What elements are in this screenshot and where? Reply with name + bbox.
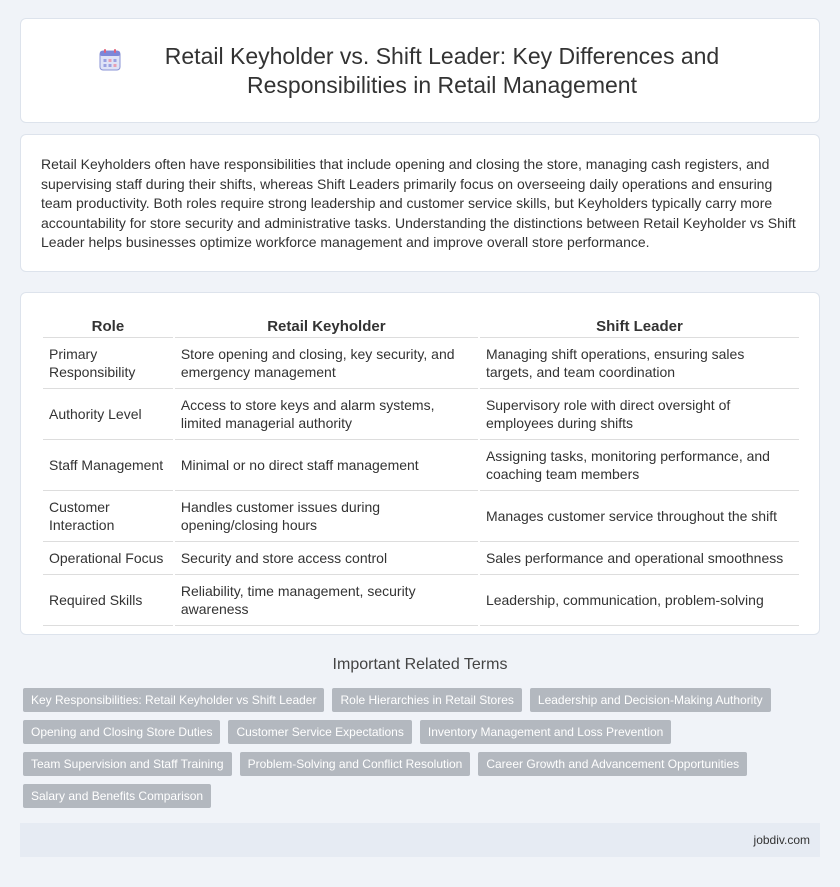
related-terms-title: Important Related Terms [332, 656, 508, 673]
cell-shift-leader: Supervisory role with direct oversight of employees during shifts [480, 389, 799, 440]
table-row [43, 440, 799, 491]
table-row [43, 542, 799, 575]
related-tag[interactable]: Opening and Closing Store Duties [23, 720, 220, 744]
page-title: Retail Keyholder vs. Shift Leader: Key Differences and Responsibilities in Retail Management [164, 42, 720, 98]
cell-keyholder: Minimal or no direct staff management [175, 440, 478, 491]
comparison-card [20, 292, 820, 635]
table-header-row [43, 313, 799, 338]
header-keyholder: Retail Keyholder [175, 313, 478, 338]
related-terms-tags [23, 688, 813, 808]
cell-role: Staff Management [43, 440, 173, 491]
header-card [20, 18, 820, 123]
related-tag[interactable]: Key Responsibilities: Retail Keyholder vs Shift Leader [23, 688, 324, 712]
cell-keyholder: Store opening and closing, key security, and emergency management [175, 338, 478, 389]
header-shift-leader: Shift Leader [480, 313, 799, 338]
related-tag[interactable]: Team Supervision and Staff Training [23, 752, 232, 776]
cell-keyholder: Reliability, time management, security awareness [175, 575, 478, 626]
related-tag[interactable]: Career Growth and Advancement Opportunities [478, 752, 747, 776]
header-role: Role [43, 313, 173, 338]
cell-keyholder: Security and store access control [175, 542, 478, 575]
cell-role: Required Skills [43, 575, 173, 626]
intro-text: Retail Keyholders often have responsibilities that include opening and closing the store, managing cash registers, and supervising staff during their shifts, whereas Shift Leaders primarily focus on overseeing daily operations and ensuring team productivity. Both roles require strong leadership and customer service skills, but Keyholders typically carry more accountability for store security and administrative tasks. Understanding the distinctions between Retail Keyholder vs Shift Leader helps businesses optimize workforce management and improve overall store performance. [41, 156, 796, 250]
calendar-icon [98, 48, 122, 72]
cell-keyholder: Access to store keys and alarm systems, limited managerial authority [175, 389, 478, 440]
related-tag[interactable]: Salary and Benefits Comparison [23, 784, 211, 808]
related-tag[interactable]: Inventory Management and Loss Prevention [420, 720, 671, 744]
related-tag[interactable]: Leadership and Decision-Making Authority [530, 688, 771, 712]
table-row [43, 338, 799, 389]
footer-site-link[interactable]: jobdiv.com [753, 833, 810, 847]
cell-shift-leader: Sales performance and operational smoothness [480, 542, 799, 575]
cell-role: Primary Responsibility [43, 338, 173, 389]
cell-keyholder: Handles customer issues during opening/closing hours [175, 491, 478, 542]
comparison-table [41, 313, 801, 626]
intro-card [20, 134, 820, 272]
cell-shift-leader: Assigning tasks, monitoring performance, and coaching team members [480, 440, 799, 491]
table-row [43, 491, 799, 542]
cell-shift-leader: Managing shift operations, ensuring sales targets, and team coordination [480, 338, 799, 389]
cell-role: Operational Focus [43, 542, 173, 575]
related-tag[interactable]: Problem-Solving and Conflict Resolution [240, 752, 471, 776]
table-row [43, 575, 799, 626]
cell-shift-leader: Leadership, communication, problem-solving [480, 575, 799, 626]
footer [20, 823, 820, 857]
table-row [43, 389, 799, 440]
related-tag[interactable]: Role Hierarchies in Retail Stores [332, 688, 521, 712]
cell-role: Customer Interaction [43, 491, 173, 542]
related-tag[interactable]: Customer Service Expectations [228, 720, 411, 744]
cell-role: Authority Level [43, 389, 173, 440]
cell-shift-leader: Manages customer service throughout the shift [480, 491, 799, 542]
